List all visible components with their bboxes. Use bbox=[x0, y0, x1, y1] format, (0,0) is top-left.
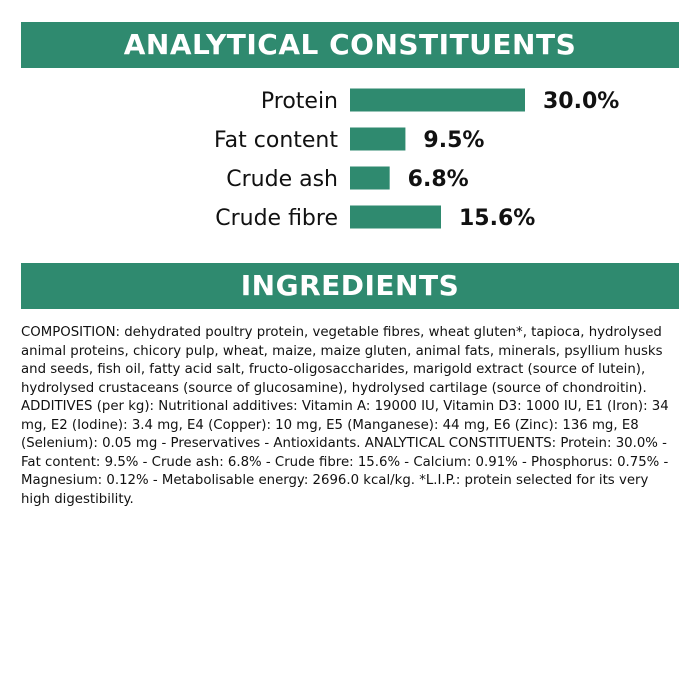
bar-value-protein: 30.0% bbox=[543, 89, 620, 114]
analytical-constituents-bar-chart bbox=[0, 80, 700, 250]
bar-label-crude-ash: Crude ash bbox=[226, 167, 338, 192]
bar-value-crude-ash: 6.8% bbox=[407, 167, 469, 192]
bar-label-crude-fibre: Crude fibre bbox=[215, 206, 338, 231]
bar-label-protein: Protein bbox=[260, 89, 338, 114]
bar-value-crude-fibre: 15.6% bbox=[459, 206, 536, 231]
bar-crude-ash bbox=[350, 167, 390, 190]
bar-fat-content bbox=[350, 128, 405, 151]
bar-protein bbox=[350, 89, 525, 112]
bar-crude-fibre bbox=[350, 206, 441, 229]
bar-value-fat-content: 9.5% bbox=[423, 128, 485, 153]
ingredients-heading: INGREDIENTS bbox=[21, 263, 679, 309]
bar-label-fat-content: Fat content bbox=[214, 128, 338, 153]
composition-text: COMPOSITION: dehydrated poultry protein, vegetable fibres, wheat gluten*, tapioca, hydrolysed animal proteins, chicory pulp, wheat, maize, maize gluten, animal fats, minerals, psyllium husks and seeds, fish oil, fatty acid salt, fructo-oligosaccharides, marigold extract (source of lutein), hydrolysed crustaceans (source of glucosamine), hydrolysed cartilage (source of chondroitin). ADDITIVES (per kg): Nutritional additives: Vitamin A: 19000 IU, Vitamin D3: 1000 IU, E1 (Iron): 34 mg, E2 (Iodine): 3.4 mg, E4 (Copper): 10 mg, E5 (Manganese): 44 mg, E6 (Zinc): 136 mg, E8 (Selenium): 0.05 mg - Preservatives - Antioxidants. ANALYTICAL CONSTITUENTS: Protein: 30.0% - Fat content: 9.5% - Crude ash: 6.8% - Crude fibre: 15.6% - Calcium: 0.91% - Phosphorus: 0.75% - Magnesium: 0.12% - Metabolisable energy: 2696.0 kcal/kg. *L.I.P.: protein selected for its very high digestibility. bbox=[21, 325, 669, 507]
analytical-constituents-heading: ANALYTICAL CONSTITUENTS bbox=[21, 22, 679, 68]
